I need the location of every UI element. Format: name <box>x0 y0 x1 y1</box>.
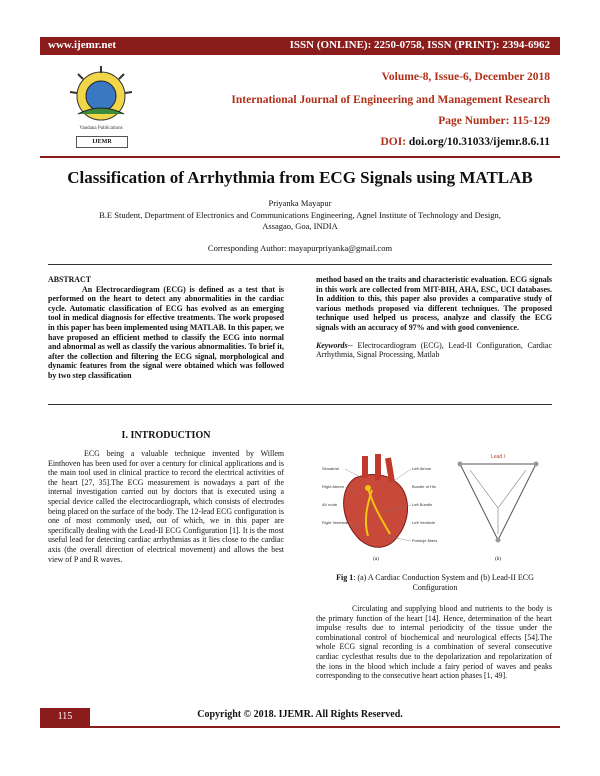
svg-text:Right Ventricle: Right Ventricle <box>322 520 348 525</box>
footer <box>40 708 560 728</box>
journal-logo <box>58 62 144 154</box>
footer-copyright: Copyright © 2018. IJEMR. All Rights Reserved. <box>197 709 403 720</box>
svg-text:Left Ventricle: Left Ventricle <box>412 520 436 525</box>
keywords-text: Electrocardiogram (ECG), Lead-II Configuration, Cardiac Arrhythmia, Signal Processing, Matlab <box>316 340 552 360</box>
keywords <box>316 341 552 360</box>
svg-text:Right Atrium: Right Atrium <box>322 484 344 489</box>
figure-caption-label: Fig 1 <box>336 573 354 582</box>
figure-caption <box>318 573 552 593</box>
logo-icon <box>58 62 144 126</box>
abstract-right <box>316 275 552 360</box>
volume: Volume-8, Issue-6, December 2018 <box>381 71 550 83</box>
intro-paragraph: ECG being a valuable technique invented by Willem Einthoven has been used for over a century for clinical applications and is the main tool used in clinical practice to record the electrical activities of the heart [27, 35].The ECG measurement is nowadays a part of the internal investigation carried out by doctors that is executed using a special device called the electrocardiograph, which consists of electrodes being placed on the surface of the body. The 12-lead ECG configuration is one of most commonly used, out of which, we in this paper are specifically dealing with the Lead-II ECG Configuration [1]. It is the most useful lead for detecting cardiac arrhythmias as it lies close to the cardiac axis (the overall direction of electrical movement) and allows the best view of P and R waves. <box>48 449 284 564</box>
intro-heading: I. INTRODUCTION <box>121 430 211 441</box>
footer-page-number: 115 <box>40 708 90 726</box>
journal-url[interactable]: www.ijemr.net <box>48 39 117 51</box>
doi-label: DOI: <box>380 136 407 148</box>
logo-badge: IJEMR <box>76 136 128 148</box>
abstract-text-right: method based on the traits and characteristic evaluation. ECG signals in this work are collected from MIT-BIH, AHA, ESC, UCI databases. In addition to this, this paper also provides a comparative study of various methods proposed via different techniques. The proposed technique used helped us process, analyze and classify the ECG signals with an accuracy of 97% and with good convenience. <box>316 275 552 332</box>
figure-label-a: (a) <box>373 557 379 562</box>
author: Priyanka Mayapur <box>268 198 332 208</box>
right-paragraph: Circulating and supplying blood and nutrients to the body is the primary function of the heart [14]. Hence, determination of the heart impulse results due to internal periodicity of the tissue under the combinational control of biochemical and neurological effects [54].The whole ECG signal recording is a combination of several consecutive cardiac cyclesthat results due to the depolarization and repolarization of the ions in the blood which include a fairy period of waves and peaks corresponding to the consecutive heart action phases [1, 49]. <box>316 604 552 681</box>
page-number: Page Number: 115-129 <box>438 115 550 127</box>
doi-link[interactable]: doi.org/10.31033/ijemr.8.6.11 <box>408 136 550 148</box>
heart-diagram-icon <box>320 448 550 566</box>
abstract-bottom-rule <box>48 404 552 405</box>
figure-caption-text: : (a) A Cardiac Conduction System and (b) Lead-II ECG Configuration <box>353 573 534 592</box>
abstract-heading: ABSTRACT <box>48 275 91 284</box>
svg-text:Left Atrium: Left Atrium <box>412 466 432 471</box>
abstract-left <box>48 275 284 381</box>
lead-i-label: Lead I <box>491 454 505 460</box>
affiliation-2: Assagao, Goa, INDIA <box>262 221 338 231</box>
svg-text:Bundle of His: Bundle of His <box>412 484 436 489</box>
svg-text:Purkinje fibers: Purkinje fibers <box>412 538 438 543</box>
journal-name: International Journal of Engineering and Management Research <box>231 94 550 106</box>
doi-line <box>380 136 550 148</box>
issn: ISSN (ONLINE): 2250-0758, ISSN (PRINT): 2394-6962 <box>289 39 550 51</box>
keywords-label: Keywords-- <box>316 340 353 350</box>
figure-label-b: (b) <box>495 557 501 562</box>
abstract-text-left: An Electrocardiogram (ECG) is defined as a test that is performed on the heart to detect any abnormalities in the cardiac cycle. Automatic classification of ECG has evolved as an emerging tool in medical diagnosis for effective treatments. The work proposed in this paper has been implemented using MATLAB. In this paper, we have proposed an efficient method to classify the ECG into normal and abnormal as well as classify the various abnormalities. To brief it, after the collection and filtering the ECG signal, morphological and dynamic features from the signal were obtained which was followed by two step classification <box>48 284 284 380</box>
affiliation-1: B.E Student, Department of Electronics and Communications Engineering, Agnel Institute of Technology and Design, <box>99 210 501 220</box>
svg-text:Left Bundle: Left Bundle <box>412 502 433 507</box>
abstract-top-rule <box>48 264 552 265</box>
header-bar <box>40 37 560 55</box>
header-rule <box>40 156 560 158</box>
svg-text:Sinoatrial: Sinoatrial <box>322 466 339 471</box>
svg-text:AV node: AV node <box>322 502 338 507</box>
corresponding-author: Corresponding Author: mayapurpriyanka@gmail.com <box>207 243 393 253</box>
paper-title: Classification of Arrhythmia from ECG Signals using MATLAB <box>67 168 533 187</box>
figure-1 <box>320 448 550 566</box>
logo-caption: Vandana Publications <box>79 126 123 131</box>
